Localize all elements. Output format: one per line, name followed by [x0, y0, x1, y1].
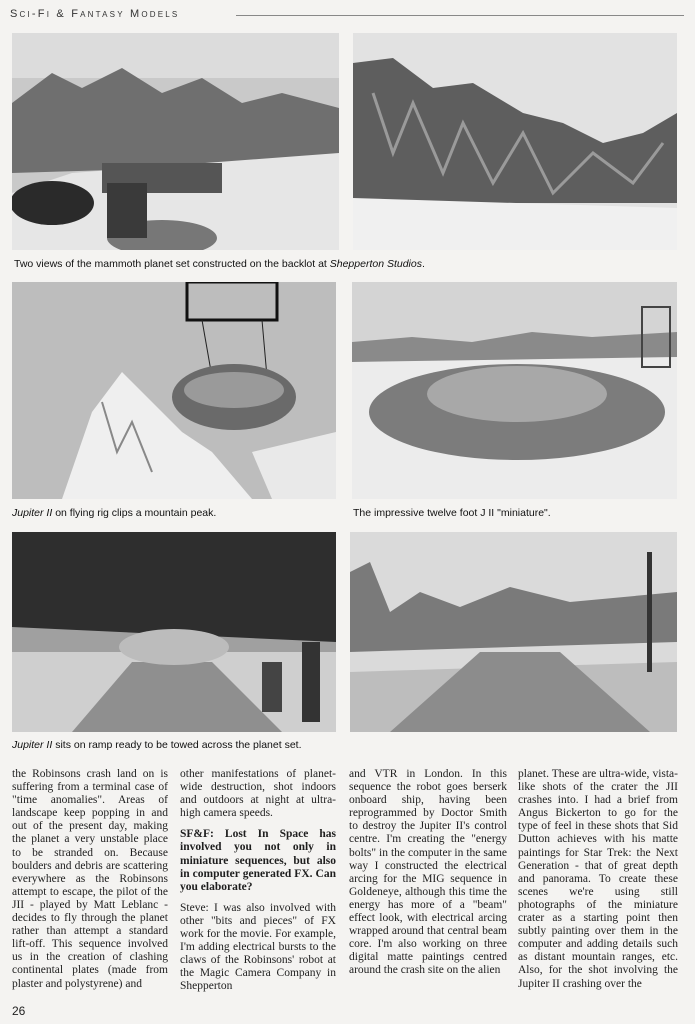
photo-jupiter-miniature — [352, 282, 677, 499]
article-column-3: and VTR in London. In this sequence the robot goes berserk onboard ship, having been reprogrammed by Doctor Smith to destroy the Jupiter II's control centre. I'm creating the "energy bolts" in the computer in the same way I constructed the electrical arcing for the MIG sequence in Goldeneye, although this time the energy has more of a "beam" effect look, with electrical arcing wrapped around that central beam core. I'm also working on three digital matte paintings centred around the crash site on the alien — [349, 768, 507, 977]
header-rule — [236, 15, 684, 16]
photo-jupiter-flying-rig — [12, 282, 336, 499]
caption-planet-set: Two views of the mammoth planet set constructed on the backlot at Shepperton Studios. — [14, 258, 425, 270]
photo-jupiter-on-ramp — [12, 532, 336, 732]
photo-ramp-planet-set — [350, 532, 677, 732]
running-header: Sci-Fi & Fantasy Models — [10, 8, 180, 20]
article-column-2: other manifestations of planet-wide destruction, shot indoors and outdoors at night at ultra-high camera speeds. SF&F: Lost In Space has involved you not only in miniature sequences, but also in computer generated FX. Can you elaborate? Steve: I was also involved with other "bits and pieces" of FX work for the movie. For example, I'm adding electrical bursts to the claws of the Robinsons' robot at the Magic Camera Company in Shepperton — [180, 768, 336, 993]
caption-flying-rig: Jupiter II on flying rig clips a mountain peak. — [12, 507, 217, 519]
photo-planet-set-backlot — [12, 33, 339, 250]
caption-miniature: The impressive twelve foot J II "miniature". — [353, 507, 551, 519]
article-column-4: planet. These are ultra-wide, vista-like shots of the crater the JII crashes into. I had a brief from Angus Bickerton to go for the type of feel in these shots that Sid Dutton achieves with his matte paintings for Star Trek: the Next Generation - that of great depth and panorama. To create these scenes we're using still photographs of the miniature crater as a starting point then subtly painting over them in the computer and adding details such as distant mountain ranges, etc. Also, for the shot involving the Jupiter II crashing over the — [518, 768, 678, 990]
interview-question: SF&F: Lost In Space has involved you not only in miniature sequences, but also in computer generated FX. Can you elaborate? — [180, 828, 336, 893]
article-column-1: the Robinsons crash land on is suffering from a terminal case of "time anomalies". Areas of landscape keep popping in and out of the present day, making the planet a very unstable place to be stranded on. Because boulders and debris are scattering everywhere as the Robinsons attempt to escape, the pilot of the JII - played by Matt Leblanc - decides to fly through the planet rather than attempt a standard lift-off. This sequence involved us in the creation of clashing continental plates (made from plaster and polystyrene) and — [12, 768, 168, 990]
caption-ramp: Jupiter II sits on ramp ready to be towed across the planet set. — [12, 739, 302, 751]
page-number: 26 — [12, 1004, 26, 1018]
photo-planet-set-rocks — [353, 33, 677, 250]
